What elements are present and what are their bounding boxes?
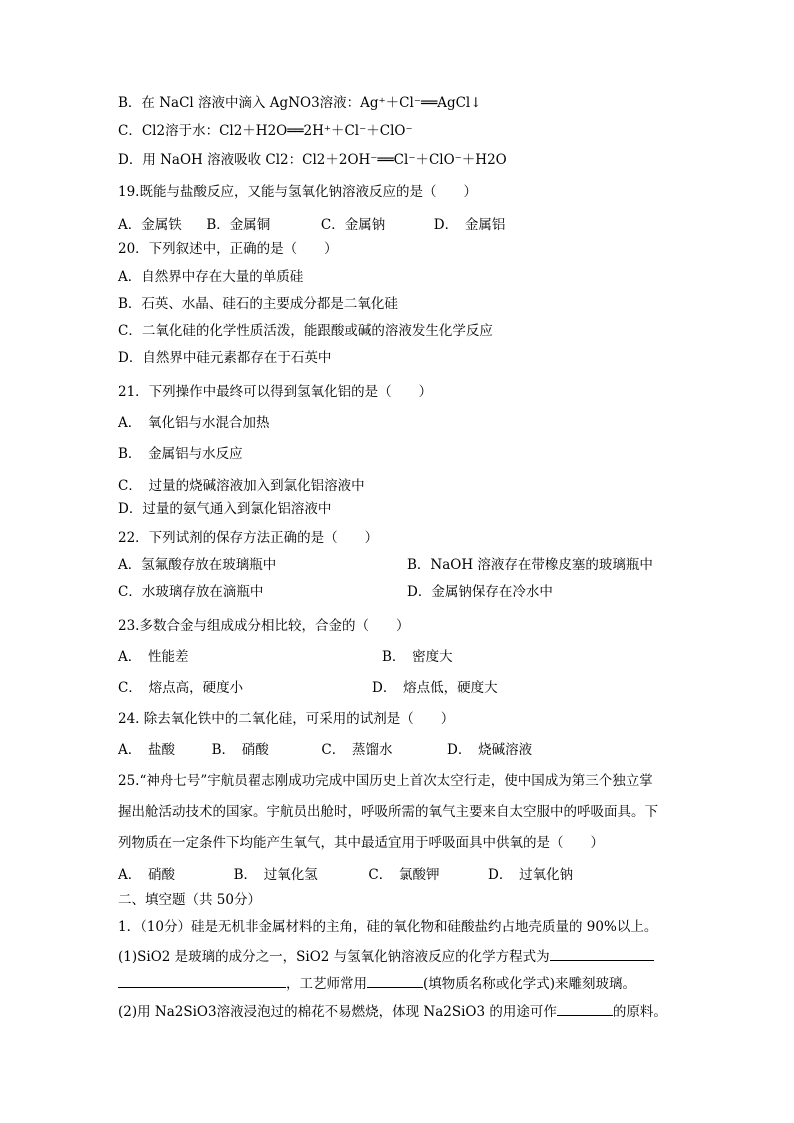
- q25-stem-line2: 握出舱活动技术的国家。宇航员出舱时，呼吸所需的氧气主要来自太空服中的呼吸面具。下: [118, 804, 658, 820]
- q20-option-b: B．石英、水晶、硅石的主要成分都是二氧化硅: [118, 296, 398, 312]
- fill1-part2: [118, 1001, 667, 1021]
- fill1-part1-line2: [118, 973, 636, 993]
- q19-option-c: C．金属钠: [320, 217, 386, 233]
- q23-option-c: C． 熔点高，硬度小: [118, 680, 244, 696]
- q22-stem: 22．下列试剂的保存方法正确的是（ ）: [118, 530, 379, 546]
- answer-blank-equation[interactable]: [550, 946, 654, 961]
- answer-blank-etchant[interactable]: [367, 973, 423, 988]
- q25-option-a: A． 硝酸: [118, 867, 175, 883]
- q21-option-d: D．过量的氨气通入到氯化铝溶液中: [118, 501, 332, 517]
- q21-option-a: A． 氧化铝与水混合加热: [118, 415, 270, 431]
- q25-option-c: C． 氯酸钾: [368, 867, 440, 883]
- q22-option-d: D．金属钠保存在冷水中: [407, 584, 553, 600]
- q24-option-c: C． 蒸馏水: [321, 742, 393, 758]
- q23-stem: 23.多数合金与组成成分相比较，合金的（ ）: [118, 618, 410, 634]
- q22-option-b: B．NaOH 溶液存在带橡皮塞的玻璃瓶中: [407, 557, 653, 573]
- q24-options: [118, 741, 532, 759]
- q21-option-c: C． 过量的烧碱溶液加入到氯化铝溶液中: [118, 478, 365, 494]
- fill1-intro: 1．（10分）硅是无机非金属材料的主角，硅的氧化物和硅酸盐约占地壳质量的 90%以上。: [118, 919, 658, 935]
- fill1-part2-end: 的原料。: [612, 1004, 667, 1020]
- q20-option-c: C．二氧化硅的化学性质活泼，能跟酸或碱的溶液发生化学反应: [118, 323, 493, 339]
- fill1-part1-mid: ，工艺师常用: [286, 976, 367, 992]
- fill1-part2-text: (2)用 Na2SiO3溶液浸泡过的棉花不易燃烧，体现 Na2SiO3 的用途可作: [118, 1004, 557, 1020]
- answer-blank-use[interactable]: [557, 1001, 613, 1016]
- section-heading: 二、填空题（共 50分）: [118, 892, 261, 908]
- q20-option-a: A．自然界中存在大量的单质硅: [118, 269, 304, 285]
- fill1-part1-text: (1)SiO2 是玻璃的成分之一，SiO2 与氢氧化钠溶液反应的化学方程式为: [118, 949, 550, 965]
- q19-stem: 19.既能与盐酸反应，又能与氢氧化钠溶液反应的是（ ）: [118, 184, 477, 200]
- fill1-part1-line1: [118, 946, 654, 966]
- q25-options: [118, 866, 573, 884]
- q22-option-c: C．水玻璃存放在滴瓶中: [118, 584, 264, 600]
- q25-stem-line3: 列物质在一定条件下均能产生氧气，其中最适宜用于呼吸面具中供氧的是（ ）: [118, 835, 604, 851]
- q18-option-c: C．Cl2溶于水：Cl2＋H2O══2H⁺＋Cl⁻＋ClO⁻: [118, 123, 413, 139]
- q21-stem: 21．下列操作中最终可以得到氢氧化铝的是（ ）: [118, 384, 433, 400]
- q19-options: [118, 216, 505, 234]
- q23-option-d: D． 熔点低，硬度大: [372, 680, 498, 696]
- q23-option-a: A． 性能差: [118, 649, 189, 665]
- q18-option-d: D．用 NaOH 溶液吸收 Cl2：Cl2＋2OH⁻══Cl⁻＋ClO⁻＋H2O: [118, 152, 507, 168]
- q24-option-d: D． 烧碱溶液: [447, 742, 533, 758]
- q21-option-b: B． 金属铝与水反应: [118, 446, 243, 462]
- fill1-part1-end: (填物质名称或化学式)来雕刻玻璃。: [423, 976, 637, 992]
- q22-option-a: A．氢氟酸存放在玻璃瓶中: [118, 557, 277, 573]
- q19-option-b: B．金属铜: [206, 217, 271, 233]
- q24-option-a: A． 盐酸: [118, 742, 175, 758]
- q25-option-d: D． 过氧化钠: [488, 867, 574, 883]
- answer-blank-equation-cont[interactable]: [118, 973, 286, 988]
- q25-option-b: B． 过氧化氢: [233, 867, 318, 883]
- q24-option-b: B． 硝酸: [211, 742, 269, 758]
- q19-option-a: A．金属铁: [118, 217, 182, 233]
- q25-stem-line1: 25.“神舟七号”宇航员翟志刚成功完成中国历史上首次太空行走，使中国成为第三个独立掌: [118, 773, 653, 789]
- q19-option-d: D． 金属铝: [433, 217, 506, 233]
- q24-stem: 24. 除去氧化铁中的二氧化硅，可采用的试剂是（ ）: [118, 711, 455, 727]
- q20-stem: 20．下列叙述中，正确的是（ ）: [118, 241, 338, 257]
- q20-option-d: D．自然界中硅元素都存在于石英中: [118, 350, 332, 366]
- q23-option-b: B． 密度大: [382, 649, 453, 665]
- q18-option-b: B．在 NaCl 溶液中滴入 AgNO3溶液：Ag⁺＋Cl⁻══AgCl↓: [118, 95, 482, 111]
